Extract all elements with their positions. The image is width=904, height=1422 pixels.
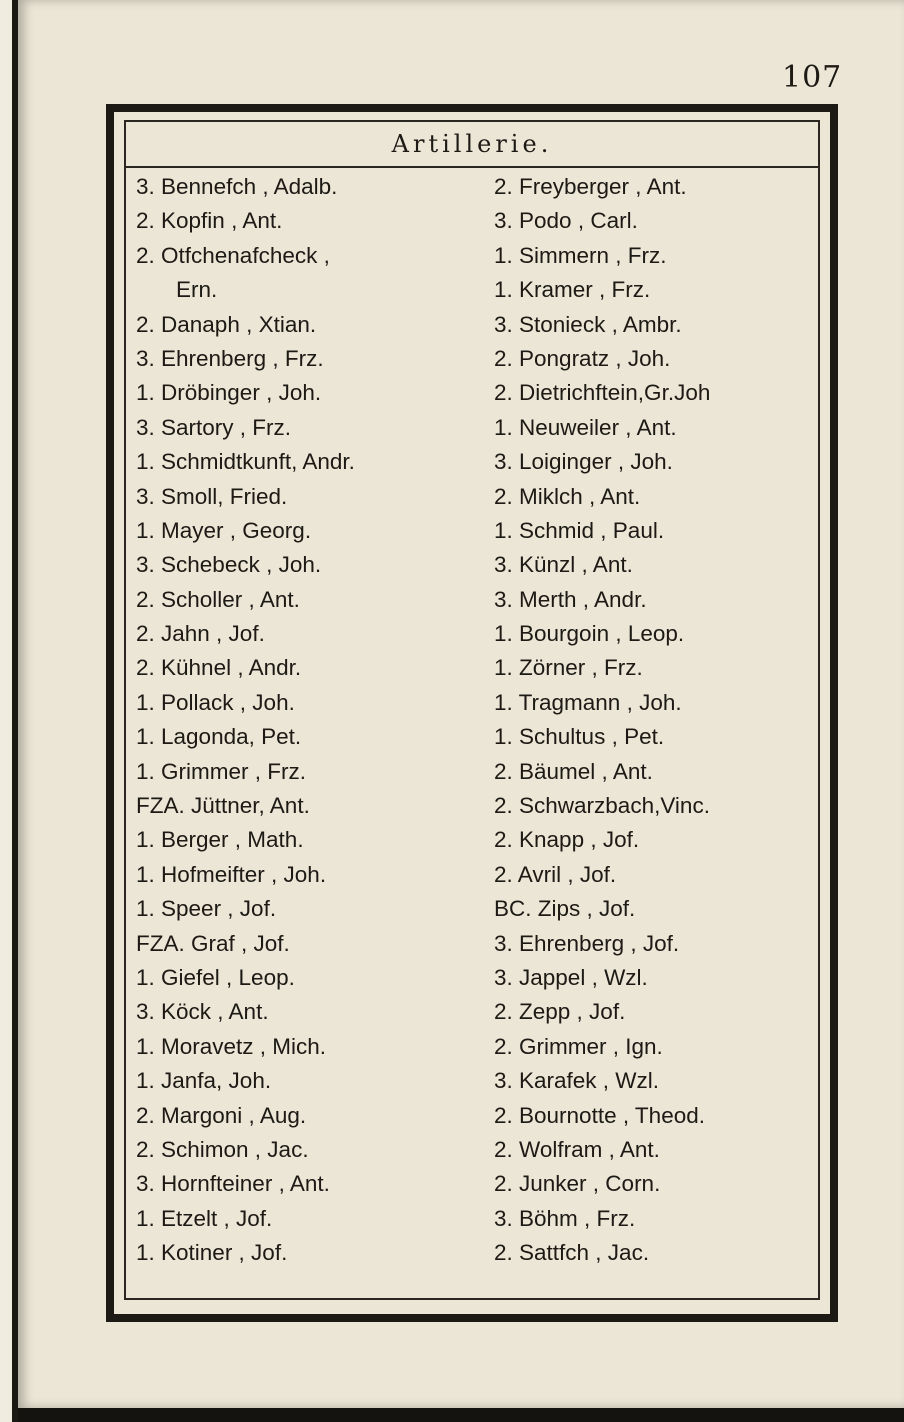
roster-entry: 2. Margoni , Aug. bbox=[136, 1102, 307, 1128]
right-column bbox=[494, 170, 818, 1271]
roster-entry: 2. Schimon , Jac. bbox=[136, 1136, 309, 1162]
roster-entry: 2. Jahn , Jof. bbox=[136, 621, 265, 647]
roster-entry: 3. Böhm , Frz. bbox=[494, 1205, 636, 1231]
roster-entry: 1. Schultus , Pet. bbox=[494, 724, 665, 750]
roster-entry: 3. Jappel , Wzl. bbox=[494, 964, 648, 990]
roster-entry: 1. Hofmeifter , Joh. bbox=[136, 861, 327, 887]
roster-entry: 3. Merth , Andr. bbox=[494, 586, 647, 612]
roster-entry: 2. Bäumel , Ant. bbox=[494, 758, 653, 784]
roster-entry: 3. Ehrenberg , Jof. bbox=[494, 930, 680, 956]
roster-entry: 1. Moravetz , Mich. bbox=[136, 1033, 327, 1059]
roster-entry: 3. Smoll, Fried. bbox=[136, 483, 288, 509]
roster-entry: 2. Wolfram , Ant. bbox=[494, 1136, 660, 1162]
roster-entry: 3. Loiginger , Joh. bbox=[494, 449, 673, 475]
roster-entry: 1. Etzelt , Jof. bbox=[136, 1205, 273, 1231]
roster-entry: 3. Schebeck , Joh. bbox=[136, 552, 322, 578]
roster-entry: 1. Schmid , Paul. bbox=[494, 517, 665, 543]
roster-entry: 2. Zepp , Jof. bbox=[494, 999, 626, 1025]
roster-entry: 1. Schmidtkunft, Andr. bbox=[136, 449, 355, 475]
roster-entry: 2. Sattfch , Jac. bbox=[494, 1240, 650, 1266]
roster-entry: 2. Danaph , Xtian. bbox=[136, 311, 317, 337]
roster-entry: 2. Freyberger , Ant. bbox=[494, 174, 687, 199]
left-column bbox=[136, 170, 488, 1271]
roster-entry: 1. Giefel , Leop. bbox=[136, 964, 295, 990]
roster-entry: 2. Otfchenafcheck , bbox=[136, 242, 330, 268]
roster-entry: 1. Zörner , Frz. bbox=[494, 655, 643, 681]
roster-entry: 1. Lagonda, Pet. bbox=[136, 724, 302, 750]
roster-entry: 2. Kühnel , Andr. bbox=[136, 655, 302, 681]
roster-entry: 1. Berger , Math. bbox=[136, 827, 304, 853]
roster-entry: FZA. Jüttner, Ant. bbox=[136, 793, 310, 819]
roster-entry: 3. Stonieck , Ambr. bbox=[494, 311, 682, 337]
roster-entry: 1. Kotiner , Jof. bbox=[136, 1240, 288, 1266]
roster-entry: 2. Grimmer , Ign. bbox=[494, 1033, 663, 1059]
roster-entry: 3. Karafek , Wzl. bbox=[494, 1068, 660, 1094]
roster-entry: 2. Junker , Corn. bbox=[494, 1171, 661, 1197]
roster-entry: 2. Miklch , Ant. bbox=[494, 483, 641, 509]
roster-entry: 1. Grimmer , Frz. bbox=[136, 758, 306, 784]
roster-entry: 1. Janfa, Joh. bbox=[136, 1068, 272, 1094]
roster-entry: FZA. Graf , Jof. bbox=[136, 930, 290, 956]
roster-entry: 3. Köck , Ant. bbox=[136, 999, 269, 1025]
roster-entry: 3. Künzl , Ant. bbox=[494, 552, 633, 578]
roster-entry: 3. Sartory , Frz. bbox=[136, 414, 292, 440]
roster-entry: 3. Bennefch , Adalb. bbox=[136, 174, 338, 199]
roster-entry: 2. Schwarzbach,Vinc. bbox=[494, 793, 710, 819]
roster-entry: 2. Bournotte , Theod. bbox=[494, 1102, 705, 1128]
roster-entry: 1. Pollack , Joh. bbox=[136, 689, 295, 715]
roster-entry: BC. Zips , Jof. bbox=[494, 896, 636, 922]
roster-entry: 3. Hornfteiner , Ant. bbox=[136, 1171, 330, 1197]
roster-entry: 1. Speer , Jof. bbox=[136, 896, 277, 922]
roster-entry: 1. Dröbinger , Joh. bbox=[136, 380, 322, 406]
roster-entry: 1. Tragmann , Joh. bbox=[494, 689, 682, 715]
roster-entry: 2. Pongratz , Joh. bbox=[494, 345, 671, 371]
roster-entry: 3. Ehrenberg , Frz. bbox=[136, 345, 324, 371]
roster-entry: 2. Knapp , Jof. bbox=[494, 827, 640, 853]
roster-entry: 2. Kopfin , Ant. bbox=[136, 208, 283, 234]
binding-edge bbox=[0, 0, 18, 1422]
roster-entry: 1. Mayer , Georg. bbox=[136, 517, 312, 543]
roster-entry: 2. Avril , Jof. bbox=[494, 861, 617, 887]
roster-entry: 3. Podo , Carl. bbox=[494, 208, 638, 234]
roster-entry: Ern. bbox=[176, 277, 218, 303]
roster-entry: 1. Simmern , Frz. bbox=[494, 242, 667, 268]
roster-entry: 1. Neuweiler , Ant. bbox=[494, 414, 677, 440]
roster-entry: 2. Scholler , Ant. bbox=[136, 586, 300, 612]
section-heading: Artillerie. bbox=[124, 120, 820, 168]
roster-entry: 2. Dietrichftein,Gr.Joh bbox=[494, 380, 711, 406]
roster-entry: 1. Bourgoin , Leop. bbox=[494, 621, 685, 647]
page-number: 107 bbox=[782, 60, 843, 95]
roster-entry: 1. Kramer , Frz. bbox=[494, 277, 651, 303]
